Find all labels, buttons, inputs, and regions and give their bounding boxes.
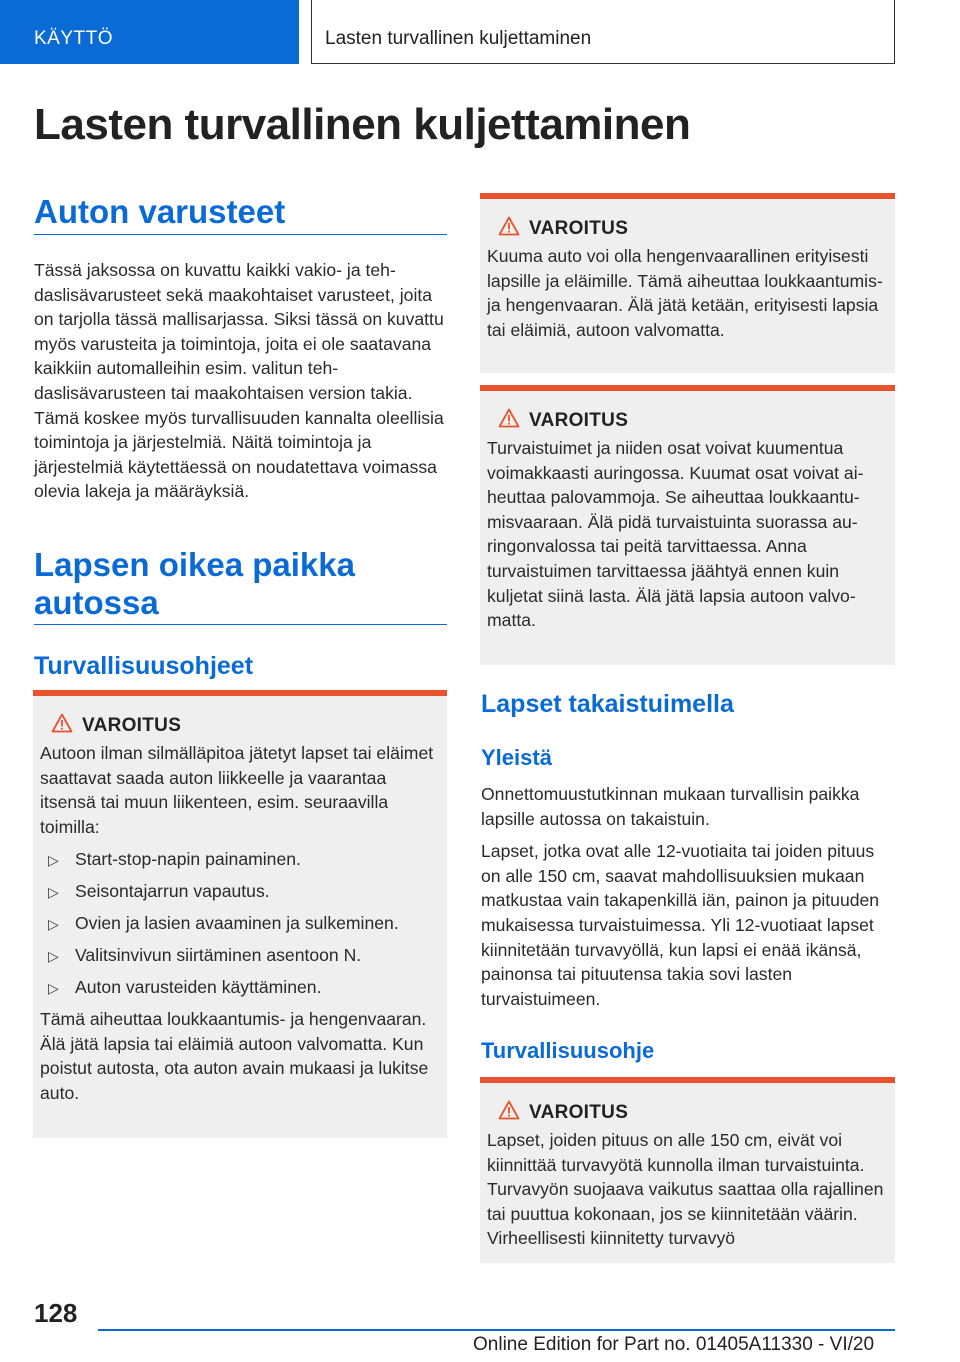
warning-box-seatbelt: [480, 1077, 895, 1263]
warning-title: VAROITUS: [529, 1102, 629, 1123]
yleista-paragraph-1: Onnettomuustutkinnan mukaan turvallisin paikka lapsille autossa on takaistuin.: [481, 784, 860, 829]
list-item-text: Start-stop-napin painaminen.: [75, 849, 301, 870]
list-item: [40, 879, 440, 904]
triangle-bullet-icon: ▷: [48, 980, 59, 997]
warning-triangle-icon: [498, 1100, 520, 1120]
warning-title: VAROITUS: [529, 410, 629, 431]
warning-header: [487, 216, 888, 240]
warning-triangle-icon: [498, 408, 520, 428]
heading-lapsen-paikka: Lapsen oikea paikka autossa: [34, 546, 355, 621]
list-item-text: Auton varusteiden käyttäminen.: [75, 977, 322, 998]
page-number: 128: [34, 1298, 78, 1328]
warning-box-children-alone: [33, 690, 447, 1138]
warning-box-hot-car: [480, 193, 895, 373]
list-item: [40, 911, 440, 936]
heading-rule: [34, 624, 447, 625]
warning-bullet-list: [40, 847, 440, 1000]
triangle-bullet-icon: ▷: [48, 948, 59, 965]
triangle-bullet-icon: ▷: [48, 916, 59, 933]
header-section-tab: [0, 0, 299, 64]
heading-turvallisuusohje: Turvallisuusohje: [481, 1038, 655, 1063]
heading-lapset-takaistuimella: Lapset takaistuimella: [481, 690, 734, 718]
triangle-bullet-icon: ▷: [48, 852, 59, 869]
heading-yleista: Yleistä: [481, 745, 552, 770]
footer-edition: Online Edition for Part no. 01405A11330 - VI/20: [473, 1334, 875, 1355]
warning-outro: Tämä aiheuttaa loukkaantumis- ja hengenvaaran. Älä jätä lapsia tai eläimiä autoon valvomatta. Kun poistut autosta, ota auton avain mukaasi ja lukitse auto.: [40, 1009, 429, 1104]
warning-triangle-icon: [51, 713, 73, 733]
yleista-paragraph-2: Lapset, jotka ovat alle 12-vuotiaita tai joiden pituus on alle 150 cm, saavat mahdollisuuksien mukaan matkustaa vain takapenkillä iän, painon ja pituuden mukaisessa turvaistuimessa. Yli 12-vuotiaat lapset kiinnitetään turvavyöllä, kun lapsi ei enää ikänsä, painonsa tai pituutensa takia sovi lasten turvaistuimeen.: [481, 841, 880, 1009]
warning-text: Kuuma auto voi olla hengenvaarallinen erityisesti lapsille ja eläimille. Tämä aiheuttaa loukkaantumis- ja hengenvaaran. Älä jätä ketään, erityisesti lapsia tai eläimiä, autoon valvomatta.: [487, 246, 883, 340]
yleista-text: [481, 782, 895, 1019]
list-item: [40, 847, 440, 872]
header-section-label: KÄYTTÖ: [34, 28, 114, 49]
heading-turvallisuusohjeet: Turvallisuusohjeet: [34, 652, 254, 680]
list-item: [40, 943, 440, 968]
list-item-text: Ovien ja lasien avaaminen ja sulkeminen.: [75, 913, 399, 934]
warning-text: Lapset, joiden pituus on alle 150 cm, eivät voi kiinnittää turvavyötä kunnolla ilman turvaistuinta. Turvavyön suojaava vaikutus saattaa olla rajallinen tai puuttua kokonaan, jos se kiinnitetään väärin. Virheellisesti kiinnitetty turvavyö: [487, 1130, 884, 1249]
heading-auton-varusteet: Auton varusteet: [34, 193, 286, 230]
warning-box-hot-seat: [480, 385, 895, 665]
list-item-text: Valitsinvivun siirtäminen asentoon N.: [75, 945, 362, 966]
heading-rule: [34, 234, 447, 235]
list-item: [40, 975, 440, 1000]
list-item-text: Seisontajarrun vapautus.: [75, 881, 270, 902]
warning-triangle-icon: [498, 216, 520, 236]
header-chapter-box: [311, 0, 895, 64]
warning-intro: Autoon ilman silmälläpitoa jätetyt lapset tai eläimet saattavat saada auton liikkeelle ja vaarantaa itsensä tai muun liikenteen, esim. seuraavilla toimilla:: [40, 743, 434, 837]
auton-varusteet-paragraph: Tässä jaksossa on kuvattu kaikki vakio- ja tehdaslisävarusteet sekä maakohtaiset varusteet, joita on tarjolla tässä mallisarjassa. Siksi tässä on kuvattu myös varusteita ja toimintoja, joita ei ole saatavana kaikkiin automalleihin esim. valitun tehdaslisävarusteen tai maakohtaisen version takia. Tämä koskee myös turvallisuuden kannalta oleellisia toimintoja ja järjestelmiä. Näitä toimintoja ja järjestelmiä käytettäessä on noudatettava voimassa olevia lakeja ja määräyksiä.: [34, 260, 444, 502]
warning-title: VAROITUS: [529, 218, 629, 239]
warning-text: Turvaistuimet ja niiden osat voivat kuumentua voimakkaasti auringossa. Kuumat osat voivat aiheuttaa palovammoja. Se aiheuttaa loukkaantumisvaaraan. Älä pidä turvaistuinta suorassa auringonvalossa tai peitä tarvittaessa. Anna turvaistuimen tarvittaessa jäähtyä ennen kuin kuljetat siinä lasta. Älä jätä lapsia autoon valvomatta.: [487, 438, 864, 631]
warning-header: [40, 713, 440, 737]
footer-rule: [98, 1329, 895, 1331]
page-title: Lasten turvallinen kuljettaminen: [34, 100, 691, 149]
warning-title: VAROITUS: [82, 715, 182, 736]
header-chapter-label: Lasten turvallinen kuljettaminen: [325, 28, 592, 49]
warning-header: [487, 1100, 888, 1124]
triangle-bullet-icon: ▷: [48, 884, 59, 901]
warning-header: [487, 408, 888, 432]
